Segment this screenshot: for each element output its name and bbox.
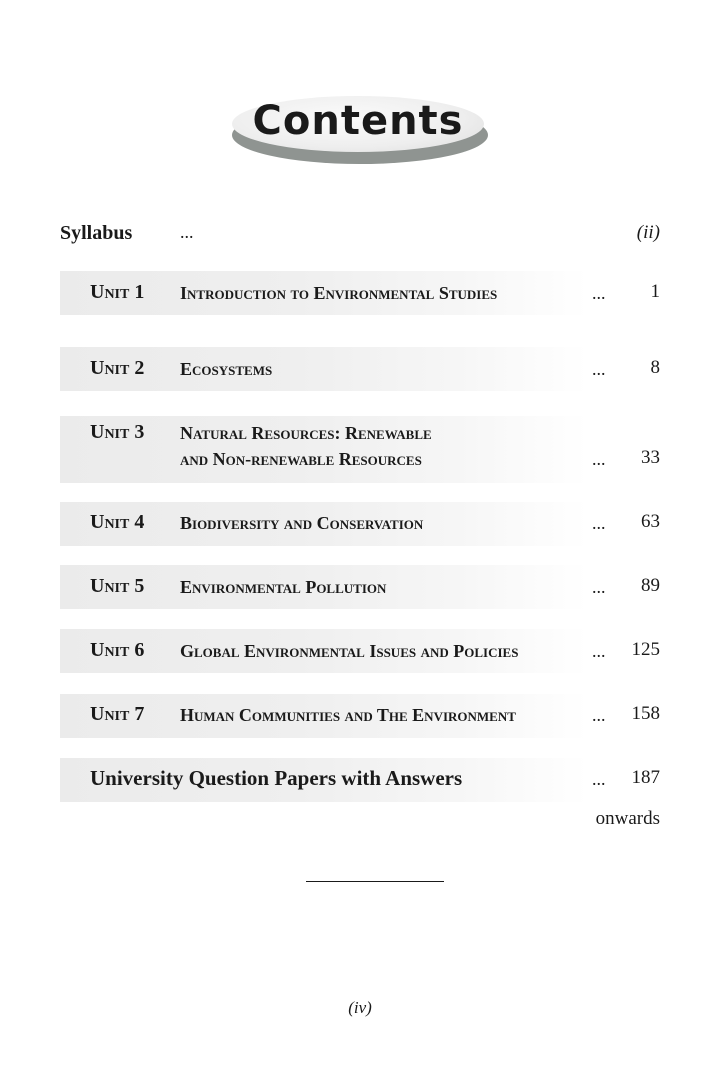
unit-6-page: 125 [631,639,660,660]
unit-7-label: Unit 7 [90,703,145,725]
unit-4-label: Unit 4 [90,511,145,533]
unit-4-dots: ... [592,513,606,533]
unit-7-title: Human Communities and The Environment [180,705,516,725]
unit-3-dots: ... [592,449,606,469]
unit-5-label: Unit 5 [90,575,145,597]
contents-title-badge [230,92,490,172]
page-title: Contents [252,98,464,144]
unit-7-page: 158 [631,703,660,724]
unit-6-label: Unit 6 [90,639,145,661]
question-papers-page: 187 [631,767,660,788]
question-papers-title: University Question Papers with Answers [90,766,463,790]
unit-5-title: Environmental Pollution [180,577,387,597]
syllabus-page: (ii) [636,222,660,243]
unit-2-title: Ecosystems [180,359,273,379]
unit-3-title-line2: and Non-renewable Resources [180,449,422,469]
unit-3-title-line1: Natural Resources: Renewable [180,423,432,443]
question-papers-onwards: onwards [595,808,660,829]
unit-2-label: Unit 2 [90,357,145,379]
unit-4-title: Biodiversity and Conservation [180,513,424,533]
unit-3-label: Unit 3 [90,421,145,443]
unit-1-label: Unit 1 [90,281,145,303]
unit-1-dots: ... [592,283,606,303]
unit-7-dots: ... [592,705,606,725]
syllabus-row [60,222,660,248]
syllabus-label: Syllabus [60,222,133,244]
question-papers-dots: ... [592,769,606,789]
page-folio [0,998,720,1018]
unit-6-title: Global Environmental Issues and Policies [180,641,519,661]
unit-1-page: 1 [650,281,660,302]
unit-2-page: 8 [650,357,660,378]
unit-5-dots: ... [592,577,606,597]
folio-number: (iv) [348,998,372,1017]
syllabus-dots: ... [180,222,194,242]
unit-4-page: 63 [641,511,660,532]
unit-3-page: 33 [641,447,660,468]
unit-6-dots: ... [592,641,606,661]
unit-1-title: Introduction to Environmental Studies [180,283,498,303]
unit-5-page: 89 [641,575,660,596]
end-rule [306,881,444,882]
unit-2-dots: ... [592,359,606,379]
